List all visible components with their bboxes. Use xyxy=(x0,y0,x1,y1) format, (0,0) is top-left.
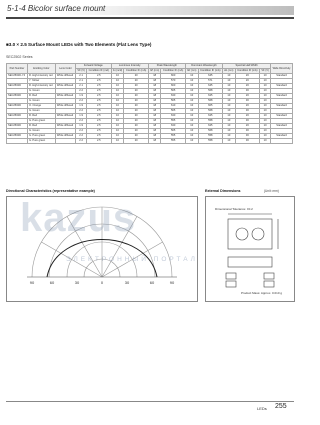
spec-table-body xyxy=(7,74,293,144)
table-cell: R. Red xyxy=(27,124,55,129)
th-part-number: Part Number xyxy=(7,64,28,74)
table-cell: 2.5 xyxy=(87,114,111,119)
table-cell: 10 xyxy=(260,74,271,79)
table-cell: 10 xyxy=(223,79,236,84)
table-cell: 2.2 xyxy=(76,89,87,94)
table-cell: 1.9 xyxy=(76,104,87,109)
table-cell: 20 xyxy=(235,94,259,99)
table-cell: 568 xyxy=(198,129,222,134)
table-cell: 558 xyxy=(198,139,222,144)
table-cell: 565 xyxy=(161,109,185,114)
table-cell: 2.5 xyxy=(87,119,111,124)
table-cell: R. High-Intensity red xyxy=(27,74,55,79)
table-cell xyxy=(271,139,293,144)
table-cell: 10 xyxy=(223,109,236,114)
table-cell: 10 xyxy=(185,109,198,114)
table-cell: 10 xyxy=(111,119,124,124)
dimensions-panel xyxy=(205,196,295,302)
th-sub: Δλ (nm) xyxy=(224,69,234,73)
table-cell: 660 xyxy=(161,84,185,89)
th-sub: Condition IF (mA) xyxy=(87,69,111,74)
table-cell: 1.9 xyxy=(76,114,87,119)
table-cell: Standard xyxy=(271,134,293,139)
watermark-logo: kazus xyxy=(20,196,137,240)
table-cell: 2.1 xyxy=(76,74,87,79)
table-cell: 565 xyxy=(161,99,185,104)
table-cell: 565 xyxy=(161,129,185,134)
table-cell: 2.5 xyxy=(87,79,111,84)
table-cell: 10 xyxy=(111,89,124,94)
table-cell: 10 xyxy=(223,134,236,139)
pad-2 xyxy=(264,273,274,279)
table-cell: 558 xyxy=(198,134,222,139)
table-cell: G. Green xyxy=(27,99,55,104)
polar-ray-30l xyxy=(67,216,102,277)
table-cell: 10 xyxy=(260,94,271,99)
table-cell: 20 xyxy=(235,84,259,89)
table-cell: 2.5 xyxy=(87,84,111,89)
table-cell: 2.5 xyxy=(87,109,111,114)
table-cell: G. Green xyxy=(27,109,55,114)
table-cell: 625 xyxy=(198,94,222,99)
angle-label: 90 xyxy=(169,280,175,285)
table-cell: 571 xyxy=(198,79,222,84)
table-cell: 20 xyxy=(124,79,148,84)
table-cell: 18 xyxy=(148,134,161,139)
table-cell: 10 xyxy=(111,104,124,109)
table-cell: 30 xyxy=(235,109,259,114)
table-cell: Standard xyxy=(271,74,293,79)
table-cell: 2.5 xyxy=(87,124,111,129)
section-subtitle: SEC2502 Series xyxy=(6,55,33,59)
table-cell: 10 xyxy=(223,124,236,129)
table-cell: 30 xyxy=(235,89,259,94)
table-cell: 10 xyxy=(111,124,124,129)
table-cell: 555 xyxy=(161,119,185,124)
table-cell: White diffused xyxy=(55,74,75,79)
table-cell: G. Green xyxy=(27,89,55,94)
table-cell: 10 xyxy=(260,99,271,104)
table-cell: 10 xyxy=(260,134,271,139)
table-cell: 10 xyxy=(260,104,271,109)
table-cell: 10 xyxy=(111,94,124,99)
header-rule xyxy=(6,17,294,19)
table-cell: 630 xyxy=(161,114,185,119)
table-cell: 20 xyxy=(124,134,148,139)
table-cell: White diffused xyxy=(55,84,75,89)
table-cell: 10 xyxy=(260,89,271,94)
table-cell: 18 xyxy=(148,104,161,109)
th-sub: λP (nm) xyxy=(150,69,160,73)
th-spectral-half-width: Spectral Half Width xyxy=(223,64,271,69)
th-lens-color: Lens Color xyxy=(55,64,75,74)
table-cell: SEC2502D xyxy=(7,104,28,109)
pad-4 xyxy=(264,281,274,287)
table-cell: 18 xyxy=(148,84,161,89)
table-cell: 10 xyxy=(223,89,236,94)
table-cell: 10 xyxy=(260,129,271,134)
table-cell: 20 xyxy=(124,124,148,129)
table-cell: 558 xyxy=(198,119,222,124)
angle-label: 60 xyxy=(49,280,55,285)
table-cell: 18 xyxy=(148,74,161,79)
table-cell: 18 xyxy=(148,114,161,119)
table-cell: 2.2 xyxy=(76,119,87,124)
package-top-view xyxy=(228,219,272,249)
th-luminous-intensity: Luminous Intensity xyxy=(111,64,148,69)
table-cell: 10 xyxy=(223,74,236,79)
page-number: 255 xyxy=(275,403,287,410)
table-row xyxy=(7,139,293,144)
table-cell: 20 xyxy=(124,74,148,79)
table-cell: 10 xyxy=(223,84,236,89)
pad-1 xyxy=(226,273,236,279)
table-cell: 2.5 xyxy=(87,74,111,79)
table-cell: 2.5 xyxy=(87,134,111,139)
table-cell: 645 xyxy=(198,74,222,79)
table-cell: 10 xyxy=(185,114,198,119)
table-cell: 10 xyxy=(185,84,198,89)
table-cell: 10 xyxy=(185,134,198,139)
table-cell: 10 xyxy=(185,94,198,99)
table-cell: 20 xyxy=(124,114,148,119)
th-sub: VF (V) xyxy=(261,69,269,73)
directional-panel xyxy=(6,196,198,302)
table-cell: 20 xyxy=(235,74,259,79)
th-emitting-color: Emitting Color xyxy=(27,64,55,74)
th-sub: VF (V) xyxy=(77,69,85,73)
dimension-drawing xyxy=(206,197,294,301)
table-cell: 10 xyxy=(260,84,271,89)
table-cell: 10 xyxy=(185,139,198,144)
directional-title: Directional Characteristics (representative example) xyxy=(6,189,95,193)
table-cell: 20 xyxy=(124,109,148,114)
table-cell: 10 xyxy=(111,129,124,134)
package-outline xyxy=(226,214,278,287)
th-sub: λD (nm) xyxy=(187,69,197,73)
th-sub: Condition IF (mA) xyxy=(161,69,185,74)
table-cell: 20 xyxy=(235,124,259,129)
table-cell: White diffused xyxy=(55,124,75,129)
dimensions-unit: (Unit: mm) xyxy=(264,189,279,193)
table-cell: 2.2 xyxy=(76,129,87,134)
table-cell: 2.2 xyxy=(76,99,87,104)
table-cell: 2.1 xyxy=(76,84,87,89)
th-peak-wavelength: Peak Wavelength xyxy=(148,64,185,69)
table-cell: 30 xyxy=(235,139,259,144)
table-cell: Standard xyxy=(271,104,293,109)
table-cell xyxy=(55,139,75,144)
table-cell: R. Red xyxy=(27,94,55,99)
table-cell: 555 xyxy=(161,139,185,144)
table-cell: 10 xyxy=(223,94,236,99)
table-cell: 18 xyxy=(148,94,161,99)
table-cell: 18 xyxy=(148,79,161,84)
table-cell: 10 xyxy=(260,114,271,119)
table-cell: 20 xyxy=(124,104,148,109)
table-cell: 30 xyxy=(235,119,259,124)
table-cell: 10 xyxy=(223,104,236,109)
table-cell: 10 xyxy=(260,109,271,114)
table-cell: 2.2 xyxy=(76,134,87,139)
table-cell: White diffused xyxy=(55,114,75,119)
table-cell: 18 xyxy=(148,124,161,129)
table-cell: White diffused xyxy=(55,104,75,109)
table-cell: 1.9 xyxy=(76,94,87,99)
table-cell: 660 xyxy=(161,74,185,79)
dimension-tolerance: Dimensional Tolerance: ±0.2 xyxy=(215,207,253,211)
table-cell: 10 xyxy=(223,129,236,134)
table-cell: Standard xyxy=(271,84,293,89)
table-cell: 10 xyxy=(185,79,198,84)
table-cell: G. Green xyxy=(27,129,55,134)
product-mass: Product Mass: Approx. 0.010 g xyxy=(241,291,283,295)
th-sub: Condition IF (mA) xyxy=(235,69,259,74)
table-cell: 10 xyxy=(223,139,236,144)
table-cell: 555 xyxy=(161,134,185,139)
table-cell: 10 xyxy=(111,139,124,144)
table-cell: 10 xyxy=(260,119,271,124)
directional-plot xyxy=(7,197,197,301)
table-cell: 2.2 xyxy=(76,109,87,114)
table-cell: 2.1 xyxy=(76,79,87,84)
table-cell: SEC2502D xyxy=(7,124,28,129)
table-cell: 2.5 xyxy=(87,129,111,134)
table-cell: 20 xyxy=(235,104,259,109)
table-cell: 30 xyxy=(235,129,259,134)
table-cell: 10 xyxy=(223,99,236,104)
table-cell: 568 xyxy=(198,109,222,114)
table-cell: SEC2502D xyxy=(7,84,28,89)
table-cell: 10 xyxy=(185,89,198,94)
table-cell: 20 xyxy=(124,139,148,144)
table-cell: 10 xyxy=(185,119,198,124)
table-cell: 10 xyxy=(260,124,271,129)
table-cell: 18 xyxy=(148,109,161,114)
th-dominant-wavelength: Dominant Wavelength xyxy=(185,64,222,69)
table-cell: 2.5 xyxy=(87,94,111,99)
table-cell: 20 xyxy=(235,79,259,84)
table-cell: 10 xyxy=(111,109,124,114)
page-header-title: 5-1-4 Bicolor surface mount xyxy=(7,4,106,13)
table-cell: R. High-Intensity red xyxy=(27,84,55,89)
pad-3 xyxy=(226,281,236,287)
table-cell: 10 xyxy=(185,129,198,134)
angle-label: 0 xyxy=(100,280,104,285)
angle-label: 30 xyxy=(74,280,80,285)
table-cell: SEC2502D-Y4 xyxy=(7,74,28,79)
table-cell: 1.9 xyxy=(76,124,87,129)
table-cell: 568 xyxy=(198,99,222,104)
table-cell: 10 xyxy=(111,114,124,119)
table-cell: 10 xyxy=(111,134,124,139)
angle-label: 30 xyxy=(124,280,130,285)
table-cell: 10 xyxy=(111,84,124,89)
table-cell: R. Red xyxy=(27,114,55,119)
table-cell: 18 xyxy=(148,89,161,94)
table-cell: 10 xyxy=(223,119,236,124)
table-cell: White diffused xyxy=(55,94,75,99)
watermark-subtext: ЭЛЕКТРОННЫЙ ПОРТАЛ xyxy=(66,256,198,263)
table-cell: 630 xyxy=(161,94,185,99)
table-cell: 10 xyxy=(111,79,124,84)
table-cell: 20 xyxy=(124,99,148,104)
table-cell: 2.5 xyxy=(87,89,111,94)
angle-labels xyxy=(30,280,175,285)
table-cell: 10 xyxy=(223,114,236,119)
table-cell: 10 xyxy=(185,124,198,129)
table-cell: White diffused xyxy=(55,134,75,139)
table-cell: 30 xyxy=(235,99,259,104)
table-cell: 630 xyxy=(161,124,185,129)
table-cell: 10 xyxy=(260,139,271,144)
table-cell: 18 xyxy=(148,99,161,104)
table-cell: Standard xyxy=(271,124,293,129)
table-cell: 10 xyxy=(111,74,124,79)
table-cell: Standard xyxy=(271,94,293,99)
table-cell: SEC2502D xyxy=(7,94,28,99)
angle-label: 90 xyxy=(29,280,35,285)
table-cell: SEC2502D xyxy=(7,134,28,139)
table-cell: 20 xyxy=(235,114,259,119)
table-cell: 18 xyxy=(148,129,161,134)
table-cell: O. Orange xyxy=(27,104,55,109)
th-sub: Condition IF (mA) xyxy=(124,69,148,74)
table-cell: 20 xyxy=(124,94,148,99)
table-cell: 20 xyxy=(124,129,148,134)
section-title: ■3.0 × 2.5 Surface Mount LEDs with Two Elements (Flat Lens Type) xyxy=(6,42,152,47)
polar-grid xyxy=(27,207,177,277)
table-cell: 20 xyxy=(124,119,148,124)
footer-rule xyxy=(6,401,294,402)
footer-category: LEDs xyxy=(257,406,267,411)
led-element-1 xyxy=(236,228,248,240)
table-cell: 568 xyxy=(198,89,222,94)
table-cell xyxy=(7,139,28,144)
table-cell: 625 xyxy=(198,124,222,129)
dimensions-title: External Dimensions xyxy=(205,189,241,193)
spec-table xyxy=(6,63,293,144)
th-sub: Iv (mcd) xyxy=(112,69,123,73)
led-element-2 xyxy=(252,228,264,240)
table-cell: G. Pure green xyxy=(27,139,55,144)
table-cell: 625 xyxy=(198,114,222,119)
table-cell: 605 xyxy=(198,104,222,109)
table-cell: 10 xyxy=(185,74,198,79)
table-cell: 2.2 xyxy=(76,139,87,144)
table-cell: 30 xyxy=(235,134,259,139)
table-cell: G. Pure green xyxy=(27,119,55,124)
polar-ray-30r xyxy=(102,216,137,277)
table-cell: 18 xyxy=(148,119,161,124)
table-cell: 2.5 xyxy=(87,99,111,104)
table-cell: Y. Yellow xyxy=(27,79,55,84)
table-cell: 20 xyxy=(124,84,148,89)
table-cell: SEC2502D xyxy=(7,114,28,119)
th-wide-directivity: Wide Directivity xyxy=(271,64,293,74)
table-cell: 10 xyxy=(185,104,198,109)
table-cell: Standard xyxy=(271,114,293,119)
th-forward-voltage: Forward Voltage xyxy=(76,64,111,69)
table-cell: G. Pure green xyxy=(27,134,55,139)
table-cell: 565 xyxy=(161,89,185,94)
table-cell: 2.5 xyxy=(87,104,111,109)
th-sub: Condition IF (mA) xyxy=(198,69,222,74)
table-cell: 645 xyxy=(198,84,222,89)
table-cell: 610 xyxy=(161,104,185,109)
table-cell: 2.5 xyxy=(87,139,111,144)
angle-label: 60 xyxy=(149,280,155,285)
table-cell: 18 xyxy=(148,139,161,144)
table-cell: 570 xyxy=(161,79,185,84)
table-cell: 10 xyxy=(111,99,124,104)
table-cell: 20 xyxy=(124,89,148,94)
package-side-view xyxy=(228,257,272,267)
table-cell: 10 xyxy=(185,99,198,104)
table-cell: 10 xyxy=(260,79,271,84)
